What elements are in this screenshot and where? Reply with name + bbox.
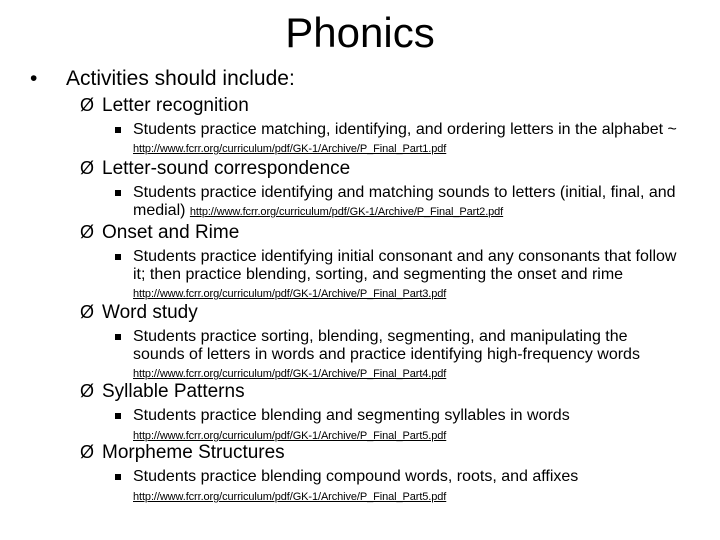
- section-heading: [80, 441, 700, 464]
- section-detail-text: Students practice identifying and matching sounds to letters (initial, final, and medial): [133, 184, 676, 219]
- arrow-bullet-icon: Ø: [80, 95, 95, 115]
- section-detail: [115, 184, 681, 221]
- intro-text: Activities should include:: [66, 67, 295, 90]
- pdf-link[interactable]: http://www.fcrr.org/curriculum/pdf/GK-1/Archive/P_Final_Part1.pdf: [133, 143, 447, 155]
- section-heading-text: Onset and Rime: [102, 222, 240, 243]
- arrow-bullet-icon: Ø: [80, 302, 95, 322]
- square-bullet-icon: [115, 334, 121, 340]
- square-bullet-icon: [115, 413, 121, 419]
- arrow-bullet-icon: Ø: [80, 381, 95, 401]
- section-heading-text: Letter recognition: [102, 95, 249, 116]
- section-word-study: [80, 301, 700, 383]
- pdf-link[interactable]: http://www.fcrr.org/curriculum/pdf/GK-1/Archive/P_Final_Part2.pdf: [189, 206, 504, 218]
- pdf-link[interactable]: http://www.fcrr.org/curriculum/pdf/GK-1/Archive/P_Final_Part5.pdf: [133, 430, 447, 442]
- pdf-link[interactable]: http://www.fcrr.org/curriculum/pdf/GK-1/Archive/P_Final_Part4.pdf: [133, 368, 447, 380]
- section-heading: [80, 380, 700, 403]
- arrow-bullet-icon: Ø: [80, 158, 95, 178]
- section-heading: [80, 94, 700, 117]
- intro-bullet: [30, 66, 295, 92]
- section-syllable-patterns: [80, 380, 700, 445]
- section-heading-text: Word study: [102, 302, 198, 323]
- section-detail: [115, 328, 681, 383]
- section-detail: [115, 248, 681, 303]
- square-bullet-icon: [115, 190, 121, 196]
- section-heading: [80, 221, 700, 244]
- section-letter-sound: [80, 157, 700, 221]
- square-bullet-icon: [115, 474, 121, 480]
- section-letter-recognition: [80, 94, 700, 158]
- section-detail-text: Students practice blending compound words, roots, and affixes: [133, 468, 579, 485]
- slide-title: Phonics: [285, 9, 435, 56]
- section-detail-text: Students practice matching, identifying, and ordering letters in the alphabet ~: [133, 121, 677, 138]
- section-onset-rime: [80, 221, 700, 303]
- pdf-link[interactable]: http://www.fcrr.org/curriculum/pdf/GK-1/Archive/P_Final_Part5.pdf: [133, 491, 447, 503]
- section-heading: [80, 301, 700, 324]
- pdf-link[interactable]: http://www.fcrr.org/curriculum/pdf/GK-1/Archive/P_Final_Part3.pdf: [133, 288, 447, 300]
- square-bullet-icon: [115, 127, 121, 133]
- bullet-dot-icon: •: [30, 67, 38, 90]
- section-detail: [115, 468, 681, 506]
- section-detail-text: Students practice identifying initial consonant and any consonants that follow it; then practice blending, sorting, and segmenting the onset and rime: [133, 248, 677, 283]
- section-detail-text: Students practice sorting, blending, segmenting, and manipulating the sounds of letters in words and practice identifying high-frequency words: [133, 328, 640, 363]
- section-detail: [115, 121, 681, 158]
- section-heading-text: Syllable Patterns: [102, 381, 245, 402]
- arrow-bullet-icon: Ø: [80, 442, 95, 462]
- arrow-bullet-icon: Ø: [80, 222, 95, 242]
- section-detail: [115, 407, 681, 445]
- section-heading: [80, 157, 700, 180]
- section-detail-text: Students practice blending and segmenting syllables in words: [133, 407, 570, 424]
- section-morpheme-structures: [80, 441, 700, 506]
- square-bullet-icon: [115, 254, 121, 260]
- section-heading-text: Morpheme Structures: [102, 442, 285, 463]
- section-heading-text: Letter-sound correspondence: [102, 158, 351, 179]
